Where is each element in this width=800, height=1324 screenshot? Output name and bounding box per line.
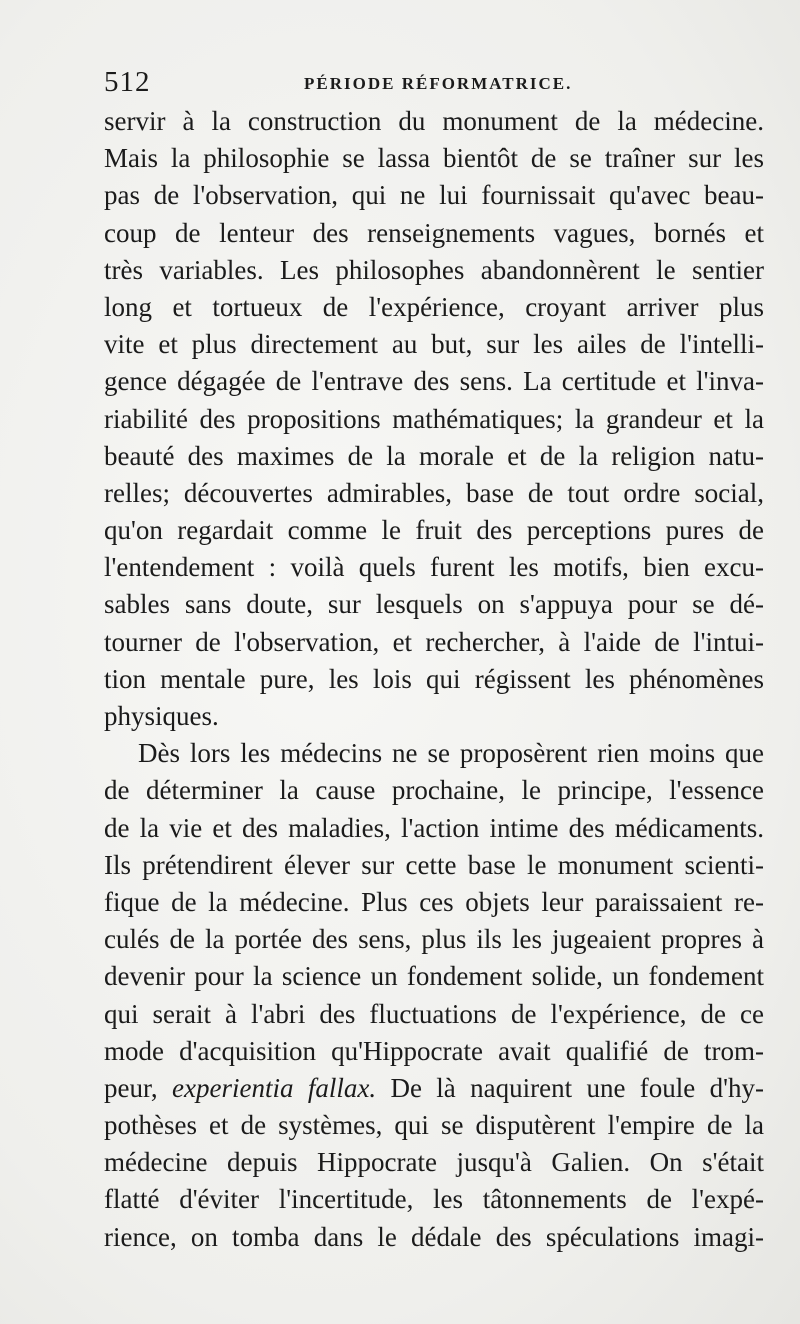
text-line: pothèses et de systèmes, qui se disputèrent l'empire de la xyxy=(104,1110,764,1141)
text-line: gence dégagée de l'entrave des sens. La certitude et l'inva- xyxy=(104,366,764,397)
body-text xyxy=(104,103,764,1256)
page-number: 512 xyxy=(104,66,151,98)
text-line: culés de la portée des sens, plus ils les jugeaient propres à xyxy=(104,924,764,955)
text-line: l'entendement : voilà quels furent les motifs, bien excu- xyxy=(104,552,764,583)
text-line: devenir pour la science un fondement solide, un fondement xyxy=(104,961,764,992)
text-line: Dès lors les médecins ne se proposèrent rien moins que xyxy=(138,738,764,769)
line-text-before: peur, xyxy=(104,1072,173,1103)
text-line: long et tortueux de l'expérience, croyant arriver plus xyxy=(104,291,764,322)
text-line: mode d'acquisition qu'Hippocrate avait qualifié de trom- xyxy=(104,1035,764,1066)
text-line: pas de l'observation, qui ne lui fournissait qu'avec beau- xyxy=(104,180,764,211)
text-line: relles; découvertes admirables, base de tout ordre social, xyxy=(104,477,764,508)
text-line: riabilité des propositions mathématiques; la grandeur et la xyxy=(104,403,764,434)
text-line: Ils prétendirent élever sur cette base le monument scienti- xyxy=(104,849,764,880)
text-line: sables sans doute, sur lesquels on s'appuya pour se dé- xyxy=(104,589,764,620)
text-line: médecine depuis Hippocrate jusqu'à Galien. On s'était xyxy=(104,1147,764,1178)
text-line: tion mentale pure, les lois qui régissent les phénomènes xyxy=(104,663,764,694)
text-line: très variables. Les philosophes abandonnèrent le sentier xyxy=(104,254,764,285)
text-line: coup de lenteur des renseignements vagues, bornés et xyxy=(104,217,764,248)
text-line: tourner de l'observation, et rechercher, à l'aide de l'intui- xyxy=(104,626,764,657)
text-line: Mais la philosophie se lassa bientôt de se traîner sur les xyxy=(104,143,764,174)
text-line: servir à la construction du monument de la médecine. xyxy=(104,106,764,136)
text-line-with-italic xyxy=(104,1070,764,1107)
text-line: physiques. xyxy=(104,701,219,731)
running-head: PÉRIODE RÉFORMATRICE. xyxy=(304,74,573,93)
text-line: flatté d'éviter l'incertitude, les tâtonnements de l'expé- xyxy=(104,1184,764,1215)
text-line: vite et plus directement au but, sur les ailes de l'intelli- xyxy=(104,329,764,360)
latin-phrase: experientia fallax. xyxy=(172,1072,377,1103)
text-line: de déterminer la cause prochaine, le principe, l'essence xyxy=(104,775,764,806)
text-line: rience, on tomba dans le dédale des spéculations imagi- xyxy=(104,1221,764,1252)
text-line: de la vie et des maladies, l'action intime des médicaments. xyxy=(104,812,764,843)
text-line: qui serait à l'abri des fluctuations de l'expérience, de ce xyxy=(104,998,764,1029)
text-line: fique de la médecine. Plus ces objets leur paraissaient re- xyxy=(104,886,764,917)
line-text-after: De là naquirent une foule d'hy- xyxy=(376,1072,764,1103)
text-line: qu'on regardait comme le fruit des perceptions pures de xyxy=(104,515,764,546)
text-line: beauté des maximes de la morale et de la religion natu- xyxy=(104,440,764,471)
page-header xyxy=(104,66,764,106)
